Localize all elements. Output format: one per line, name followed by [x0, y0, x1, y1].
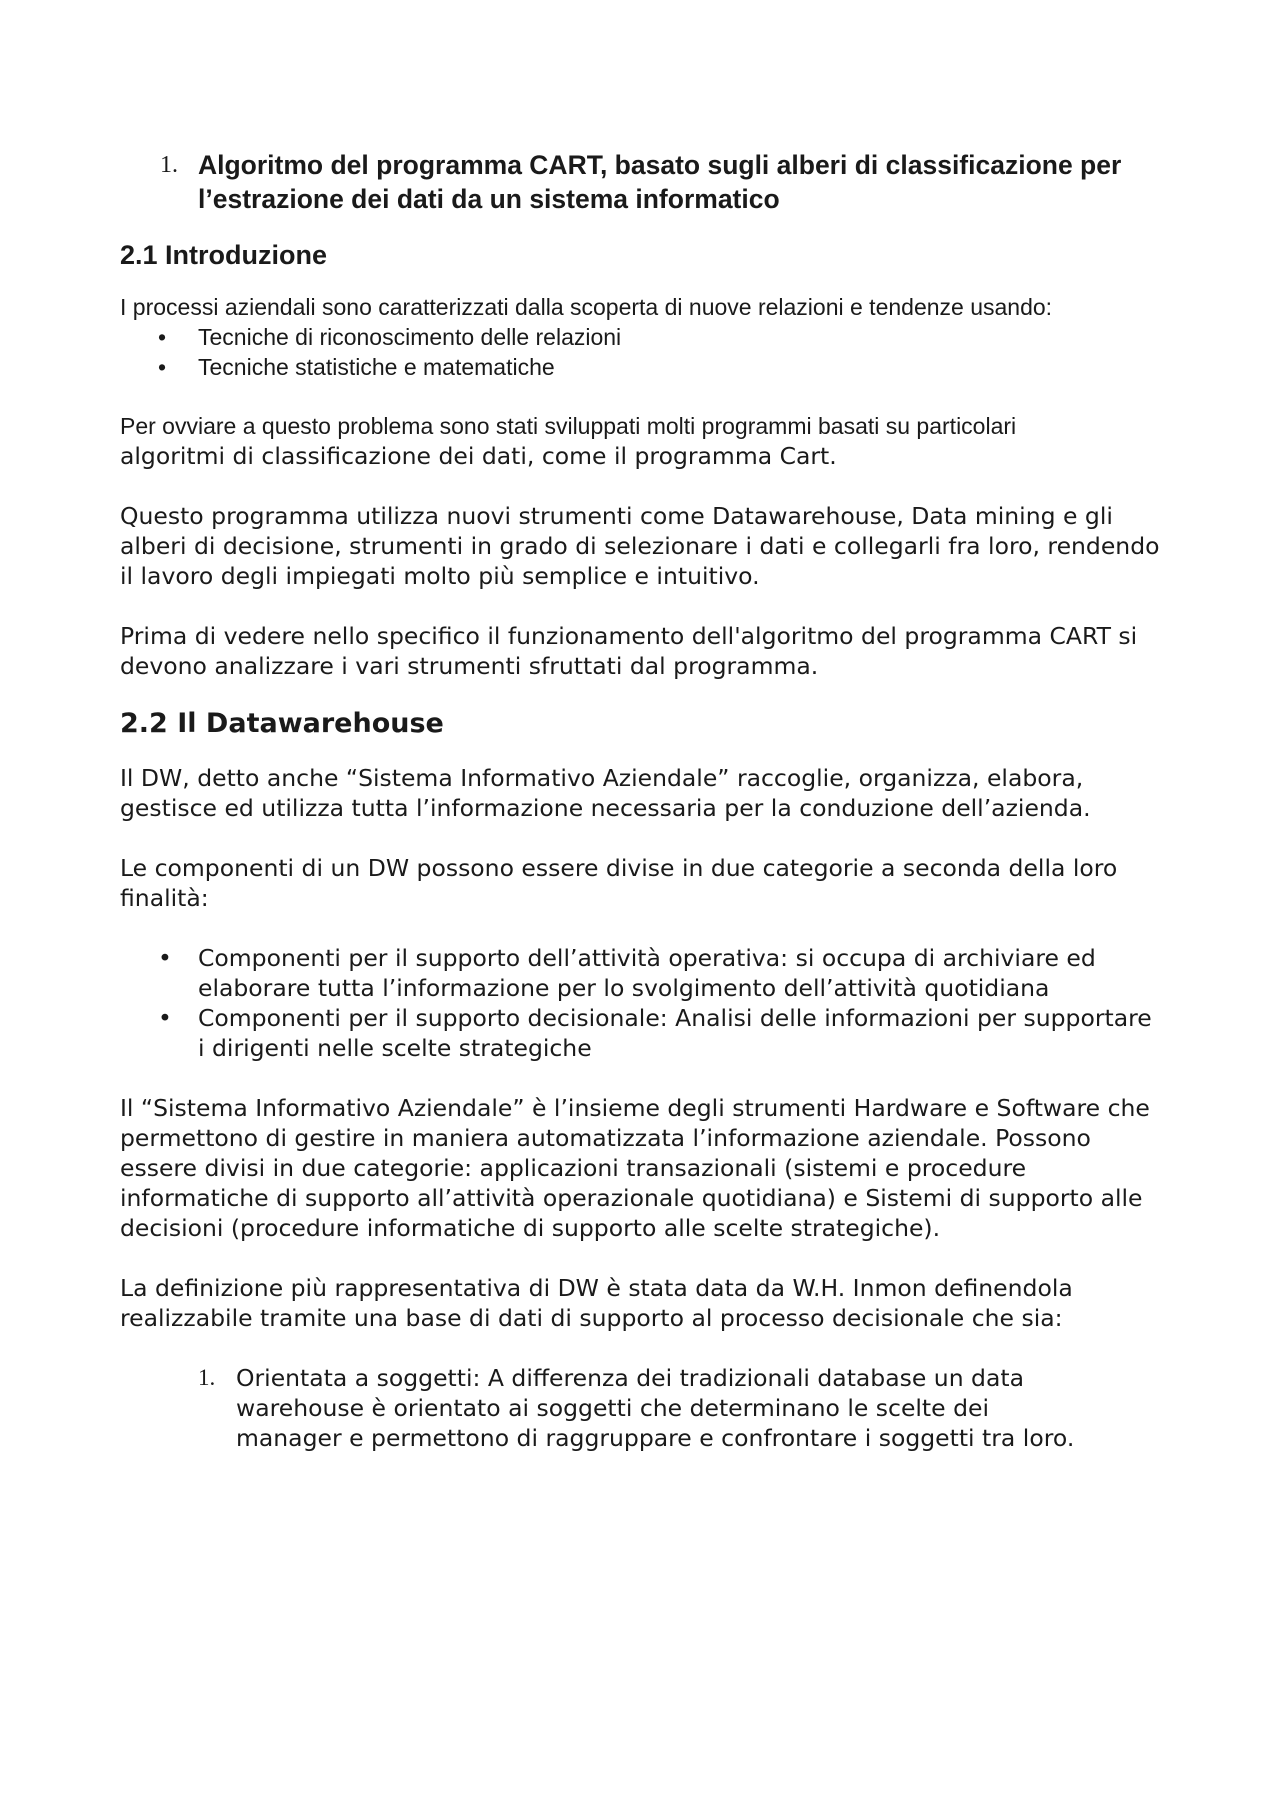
list-item-text: Orientata a soggetti: A differenza dei tradizionali database un data warehouse è orientato ai soggetti che determinano le scelte dei manager e permettono di raggruppare e confrontare i soggetti tra loro.	[236, 1364, 1075, 1452]
bullet-text: Componenti per il supporto decisionale: Analisi delle informazioni per supportare i dirigenti nelle scelte strategiche	[198, 1004, 1152, 1062]
intro-paragraph-4: Prima di vedere nello specifico il funzionamento dell'algoritmo del programma CART si devono analizzare i vari strumenti sfruttati dal programma.	[120, 622, 1138, 680]
title-text: Algoritmo del programma CART, basato sugli alberi di classificazione per l’estrazione dei dati da un sistema informatico	[198, 150, 1122, 214]
intro-bullet-list	[120, 322, 1165, 382]
bullet-text: Tecniche di riconoscimento delle relazioni	[198, 324, 622, 350]
bullet-marker: •	[158, 1004, 172, 1032]
list-item	[120, 1363, 1165, 1453]
intro-paragraph-1: I processi aziendali sono caratterizzati dalla scoperta di nuove relazioni e tendenze usando:	[120, 294, 1053, 320]
dw-paragraph-1: Il DW, detto anche “Sistema Informativo Aziendale” raccoglie, organizza, elabora, gestisce ed utilizza tutta l’informazione necessaria per la conduzione dell’azienda.	[120, 764, 1091, 822]
bullet-text: Componenti per il supporto dell’attività operativa: si occupa di archiviare ed elaborare tutta l’informazione per lo svolgimento dell’attività quotidiana	[198, 944, 1096, 1002]
bullet-marker: •	[158, 324, 167, 350]
bullet-text: Tecniche statistiche e matematiche	[198, 354, 555, 380]
heading-introduzione: 2.1 Introduzione	[120, 240, 328, 270]
list-item	[120, 322, 1165, 352]
list-number: 1.	[198, 1365, 216, 1390]
dw-numbered-list	[120, 1363, 1165, 1453]
dw-paragraph-2: Le componenti di un DW possono essere divise in due categorie a seconda della loro finalità:	[120, 854, 1118, 912]
title-number: 1.	[160, 152, 178, 178]
document-page	[120, 148, 1165, 1453]
bullet-marker: •	[158, 354, 167, 380]
document-title	[120, 148, 1165, 216]
bullet-marker: •	[158, 944, 172, 972]
intro-paragraph-2-line-1: Per ovviare a questo problema sono stati sviluppati molti programmi basati su particolari	[120, 413, 1017, 439]
dw-paragraph-4: La definizione più rappresentativa di DW è stata data da W.H. Inmon definendola realizzabile tramite una base di dati di supporto al processo decisionale che sia:	[120, 1274, 1073, 1332]
list-item	[120, 352, 1165, 382]
intro-paragraph-2-line-2: algoritmi di classificazione dei dati, come il programma Cart.	[120, 442, 837, 470]
dw-bullet-list	[120, 943, 1165, 1063]
list-item	[120, 1003, 1165, 1063]
list-item	[120, 943, 1165, 1003]
heading-datawarehouse: 2.2 Il Datawarehouse	[120, 708, 444, 739]
dw-paragraph-3: Il “Sistema Informativo Aziendale” è l’insieme degli strumenti Hardware e Software che permettono di gestire in maniera automatizzata l’informazione aziendale. Possono essere divisi in due categorie: applicazioni transazionali (sistemi e procedure informatiche di supporto all’attività operazionale quotidiana) e Sistemi di supporto alle decisioni (procedure informatiche di supporto alle scelte strategiche).	[120, 1094, 1150, 1242]
intro-paragraph-3: Questo programma utilizza nuovi strumenti come Datawarehouse, Data mining e gli alberi di decisione, strumenti in grado di selezionare i dati e collegarli fra loro, rendendo il lavoro degli impiegati molto più semplice e intuitivo.	[120, 502, 1160, 590]
